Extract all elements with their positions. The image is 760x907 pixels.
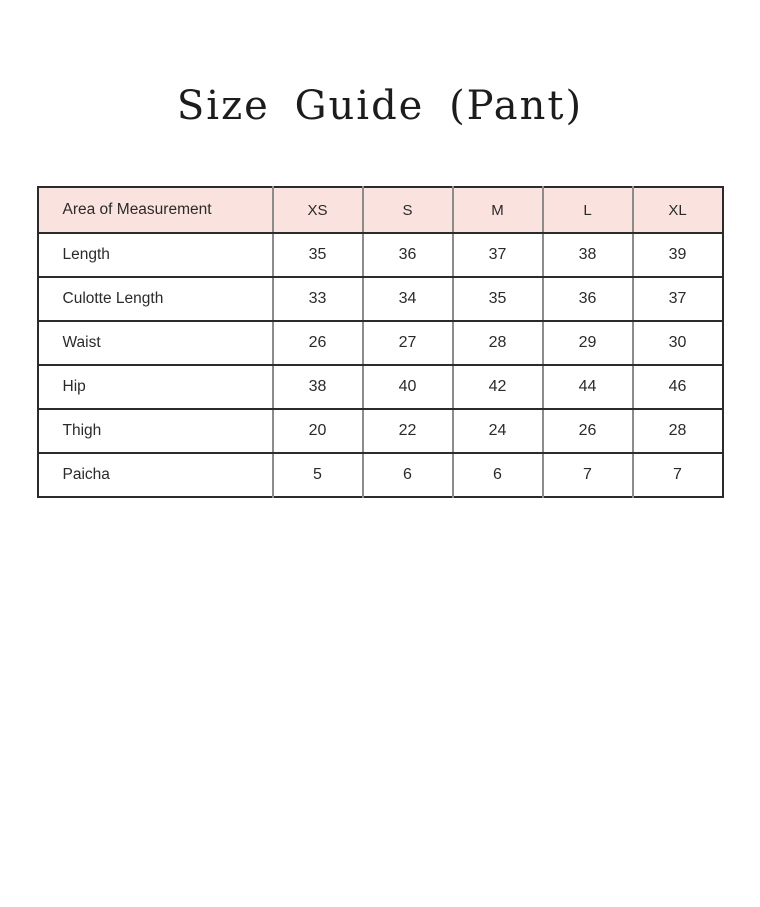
cell-value: 6: [363, 453, 453, 497]
cell-value: 26: [543, 409, 633, 453]
header-size-s: S: [363, 187, 453, 233]
cell-value: 7: [633, 453, 723, 497]
cell-value: 26: [273, 321, 363, 365]
cell-value: 37: [453, 233, 543, 277]
header-area-of-measurement: Area of Measurement: [38, 187, 273, 233]
table-row: [38, 321, 723, 365]
cell-value: 46: [633, 365, 723, 409]
cell-value: 5: [273, 453, 363, 497]
cell-value: 44: [543, 365, 633, 409]
cell-value: 30: [633, 321, 723, 365]
table-row: [38, 365, 723, 409]
cell-value: 20: [273, 409, 363, 453]
cell-value: 38: [543, 233, 633, 277]
header-size-l: L: [543, 187, 633, 233]
cell-value: 27: [363, 321, 453, 365]
size-guide-table: [37, 186, 724, 498]
cell-value: 38: [273, 365, 363, 409]
page-title: Size Guide (Pant): [176, 83, 584, 129]
header-size-xs: XS: [273, 187, 363, 233]
cell-value: 28: [633, 409, 723, 453]
cell-value: 28: [453, 321, 543, 365]
cell-value: 7: [543, 453, 633, 497]
cell-value: 22: [363, 409, 453, 453]
cell-value: 37: [633, 277, 723, 321]
table-row: [38, 453, 723, 497]
table-row: [38, 409, 723, 453]
header-size-m: M: [453, 187, 543, 233]
cell-value: 29: [543, 321, 633, 365]
row-label: Culotte Length: [38, 277, 273, 321]
row-label: Hip: [38, 365, 273, 409]
cell-value: 34: [363, 277, 453, 321]
row-label: Waist: [38, 321, 273, 365]
header-size-xl: XL: [633, 187, 723, 233]
cell-value: 24: [453, 409, 543, 453]
table-header-row: [38, 187, 723, 233]
cell-value: 39: [633, 233, 723, 277]
cell-value: 36: [543, 277, 633, 321]
cell-value: 35: [453, 277, 543, 321]
table-row: [38, 233, 723, 277]
cell-value: 40: [363, 365, 453, 409]
row-label: Thigh: [38, 409, 273, 453]
cell-value: 35: [273, 233, 363, 277]
row-label: Length: [38, 233, 273, 277]
cell-value: 33: [273, 277, 363, 321]
cell-value: 36: [363, 233, 453, 277]
table-row: [38, 277, 723, 321]
cell-value: 6: [453, 453, 543, 497]
cell-value: 42: [453, 365, 543, 409]
row-label: Paicha: [62, 466, 110, 483]
